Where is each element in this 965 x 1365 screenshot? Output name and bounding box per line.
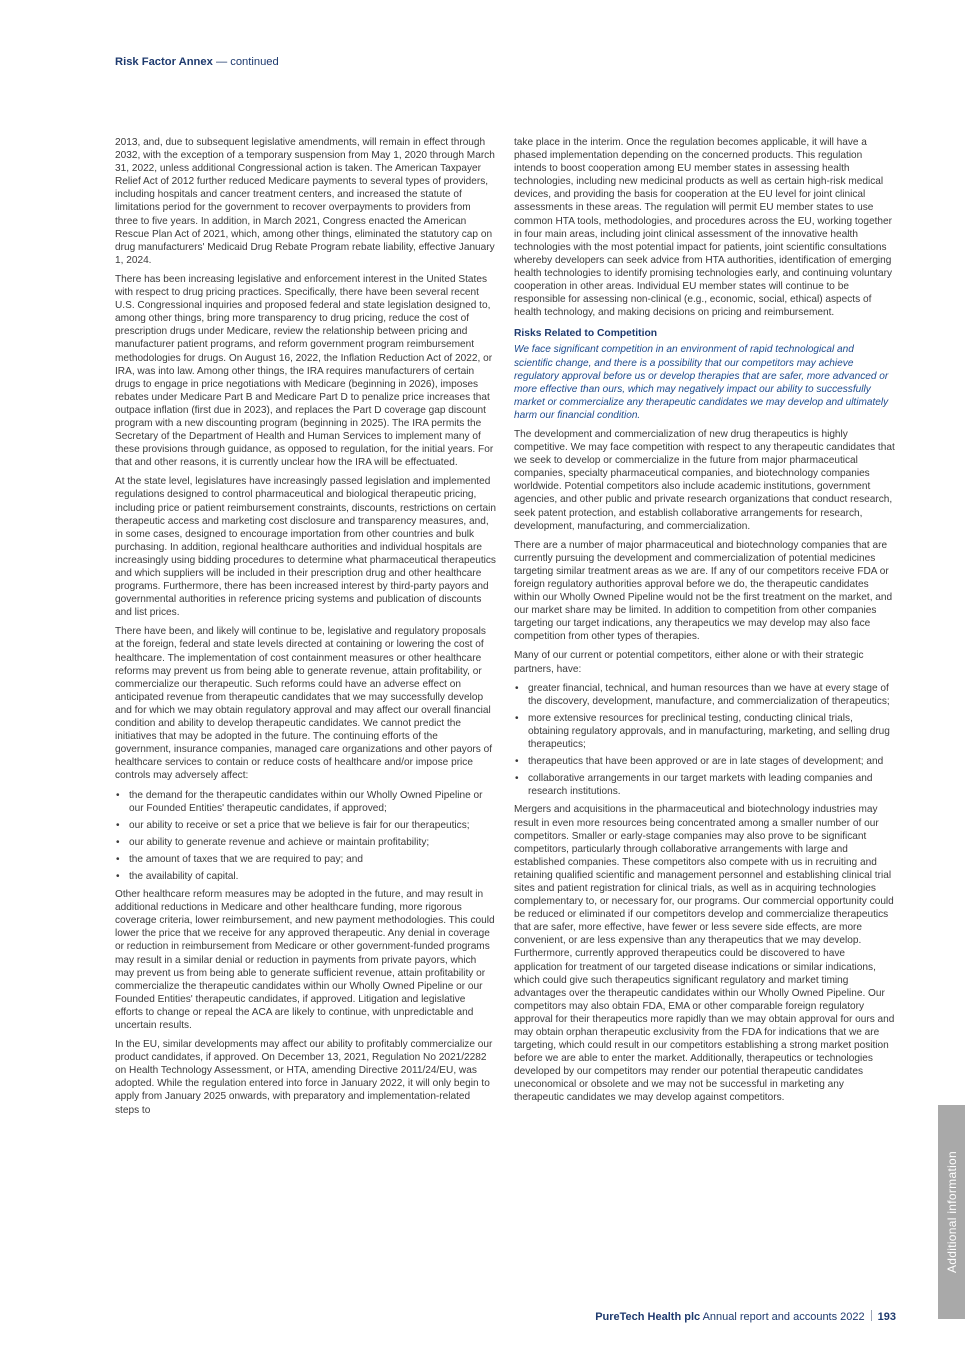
bullet-icon: • [515,756,519,768]
page-number: 193 [877,1311,896,1323]
paragraph: Mergers and acquisitions in the pharmaceutical and biotechnology industries may result in even more resources being concentrated among a smaller number of our competitors. Smaller or early-stage companies may also prove to be significant competitors, particularly through collaborative arrangements with large and established companies. These competitors also compete with us in recruiting and retaining qualified scientific and management personnel and establishing clinical trial sites and patient registration for clinical trials, as well as in acquiring technologies complementary to, or necessary for, our programs. Our commercial opportunity could be reduced or eliminated if our competitors develop and commercialize therapeutics that are safer, more effective, have fewer or less severe side effects, are more convenient, or are less expensive than any therapeutics that we may develop. Furthermore, currently approved therapeutics could be discovered to have application for treatment of our targeted disease indications or similar indications, which could give such therapeutics significant regulatory and market timing advantages over the therapeutic candidates within our Wholly Owned Pipeline. Our competitors may also obtain FDA, EMA or other comparable foreign regulatory approval for their therapeutics more rapidly than we may obtain approval for ours and may obtain orphan therapeutic exclusivity from the FDA for indications that we are targeting, which could result in our competitors establishing a strong market position before we are able to enter the market. Additionally, therapeutics or technologies developed by our competitors may render our potential therapeutic candidates uneconomical or obsolete and we may not be successful in marketing any therapeutic candidates we may develop against competitors. [514,804,895,1104]
paragraph: In the EU, similar developments may affect our ability to profitably commercialize our product candidates, if approved. On December 13, 2021, Regulation No 2021/2282 on Health Technology Assessment, or HTA, amending Directive 2011/24/EU, was adopted. While the regulation entered into force in January 2022, it will only begin to apply from January 2025 onwards, with preparatory and implementation-related steps to [115,1039,493,1116]
right-column [514,136,895,1111]
list-item: • the amount of taxes that we are required to pay; and [116,853,363,865]
bullet-icon: • [515,712,519,724]
bullet-icon: • [515,773,519,785]
paragraph: Other healthcare reform measures may be adopted in the future, and may result in additional reductions in Medicare and other healthcare funding, more rigorous coverage criteria, lower reimbursement, and new payment methodologies. This could lower the price that we receive for any approved therapeutic. Any denial in coverage or reduction in reimbursement from Medicare or other government-funded programs may result in a similar denial or reduction in payments from private payors, which may prevent us from being able to generate sufficient revenue, attain profitability or commercialize the therapeutic candidates within our Wholly Owned Pipeline or our Founded Entities' therapeutic candidates, if approved. Litigation and legislative efforts to change or repeal the ACA are likely to continue, with unpredictable and uncertain results. [115,889,495,1031]
list-item: • therapeutics that have been approved or are in late stages of development; and [515,756,884,768]
list-item: • our ability to generate revenue and achieve or maintain profitability; [116,836,430,848]
list-item: • collaborative arrangements in our target markets with leading companies and research institutions. [515,773,873,798]
bullet-icon: • [116,836,120,848]
paragraph: 2013, and, due to subsequent legislative amendments, will remain in effect through 2032, with the exception of a temporary suspension from May 1, 2020 through March 31, 2022, unless additional Congressional action is taken. The American Taxpayer Relief Act of 2012 further reduced Medicare payments to several types of providers, including hospitals and cancer treatment centers, and increased the statute of limitations period for the government to recover overpayments to providers from three to five years. In addition, in March 2021, Congress enacted the American Rescue Plan Act of 2021, which, among other things, eliminated the statutory cap on drug manufacturers' Medicaid Drug Rebate Program rebate liability, effective January 1, 2024. [115,137,495,266]
list-item: • greater financial, technical, and human resources than we have at every stage of the discovery, development, manufacture, and commercialization of therapeutics; [515,682,890,707]
list-item: • the demand for the therapeutic candidates within our Wholly Owned Pipeline or our Founded Entities' therapeutic candidates, if approved; [116,789,483,814]
bullet-icon: • [116,819,120,831]
report-title: Annual report and accounts 2022 [702,1311,865,1323]
page-footer [595,1310,896,1323]
bullet-icon: • [116,853,120,865]
bullet-list [115,789,496,884]
company-name: PureTech Health plc [595,1311,701,1323]
section-side-tab [938,1105,965,1319]
list-item: • more extensive resources for preclinical testing, conducting clinical trials, obtaining regulatory approvals, and in manufacturing, marketing, and selling drug therapeutics; [515,712,890,751]
left-column [115,136,496,1123]
paragraph: There has been increasing legislative and enforcement interest in the United States with respect to drug pricing practices. Specifically, there have been several recent U.S. Congressional inquiries and proposed federal and state legislation designed to, among other things, bring more transparency to drug pricing, reduce the cost of prescription drugs under Medicare, review the relationship between pricing and manufacturer patient programs, and reform government program reimbursement methodologies for drugs. On August 16, 2022, the Inflation Reduction Act of 2022, or IRA, was into law. Among other things, the IRA requires manufacturers of certain drugs to engage in price negotiations with Medicare (beginning in 2026), imposes rebates under Medicare Part B and Medicare Part D to penalize price increases that outpace inflation (first due in 2023), and replaces the Part D coverage gap discount program with a new discounting program (beginning in 2025). The IRA permits the Secretary of the Department of Health and Human Services to implement many of these provisions through guidance, as opposed to regulation, for the initial years. For that and other reasons, it is currently unclear how the IRA will be effectuated. [115,273,494,469]
risk-statement: We face significant competition in an environment of rapid technological and scientific change, and there is a possibility that our competitors may achieve regulatory approval before us or develop therapies that are safer, more advanced or more effective than ours, which may negatively impact our ability to successfully market or commercialize any therapeutic candidates we may develop and ultimately harm our financial condition. [514,344,889,421]
paragraph: The development and commercialization of new drug therapeutics is highly competitive. We may face competition with respect to any therapeutic candidates that we seek to develop or commercialize in the future from major pharmaceutical companies, specialty pharmaceutical companies, and biotechnology companies worldwide. Potential competitors also include academic institutions, government agencies, and other public and private research organizations that conduct research, seek patent protection, and establish collaborative arrangements for research, development, manufacturing, and commercialization. [514,428,895,532]
bullet-list [514,682,895,799]
continued-label: — continued [215,56,279,68]
paragraph: take place in the interim. Once the regulation becomes applicable, it will have a phased implementation depending on the concerned products. This regulation intends to boost cooperation among EU member states in assessing health technologies, including new medicinal products as well as certain high-risk medical devices, and providing the basis for cooperation at the EU level for joint clinical assessments in these areas. The regulation will permit EU member states to use common HTA tools, methodologies, and procedures across the EU, working together in four main areas, including joint clinical assessment of the innovative health technologies with the most potential impact for patients, joint scientific consultations whereby developers can seek advice from HTA authorities, identification of emerging health technologies to identify promising technologies early, and continuing voluntary cooperation in other areas. Individual EU member states will continue to be responsible for assessing non-clinical (e.g., economic, social, ethical) aspects of health technology, and making decisions on pricing and reimbursement. [514,137,893,319]
side-tab-label: Additional information [944,1150,959,1274]
section-heading: Risks Related to Competition [514,328,658,340]
paragraph: At the state level, legislatures have increasingly passed legislation and implemented regulations designed to control pharmaceutical and biological therapeutic pricing, including price or patient reimbursement constraints, discounts, restrictions on certain therapeutic access and marketing cost disclosure and transparency measures, and, in some cases, designed to encourage importation from other countries and bulk purchasing. In addition, regional healthcare authorities and individual hospitals are increasingly using bidding procedures to determine what pharmaceutical therapeutics and which suppliers will be included in their prescription drug and other healthcare programs. Furthermore, there has been increased interest by third-party payors and governmental authorities in reference pricing systems and publication of discounts and list prices. [115,476,496,619]
paragraph: There have been, and likely will continue to be, legislative and regulatory proposals at the foreign, federal and state levels directed at containing or lowering the cost of healthcare. The implementation of cost containment measures or other healthcare reforms may prevent us from being able to generate revenue, attain profitability, or commercialize our therapeutic. Such reforms could have an adverse effect on anticipated revenue from therapeutic candidates that we may successfully develop and for which we may obtain regulatory approval and may affect our overall financial condition and ability to develop therapeutic candidates. We cannot predict the initiatives that may be adopted in the future. The continuing efforts of the government, insurance companies, managed care organizations and other payors of healthcare services to contain or reduce costs of healthcare and/or impose price controls may adversely affect: [115,626,493,782]
footer-divider [871,1310,872,1321]
paragraph: There are a number of major pharmaceutical and biotechnology companies that are currently pursuing the development and commercialization of potential medicines targeting similar treatment areas as we are. If any of our competitors receive FDA or foreign regulatory authorities approval before we do, the therapeutic candidates within our Wholly Owned Pipeline would not be the first treatment on the market, and our market share may be limited. In addition to competition from other companies targeting our target indications, any therapeutics we may develop may also face competition from other types of therapies. [514,539,893,643]
bullet-icon: • [116,789,120,801]
bullet-icon: • [116,870,120,882]
bullet-icon: • [515,682,519,694]
running-header [115,56,279,68]
paragraph: Many of our current or potential competitors, either alone or with their strategic partners, have: [514,650,864,675]
section-title: Risk Factor Annex [115,56,213,68]
list-item: • our ability to receive or set a price that we believe is fair for our therapeutics; [116,819,470,831]
list-item: • the availability of capital. [116,870,239,882]
